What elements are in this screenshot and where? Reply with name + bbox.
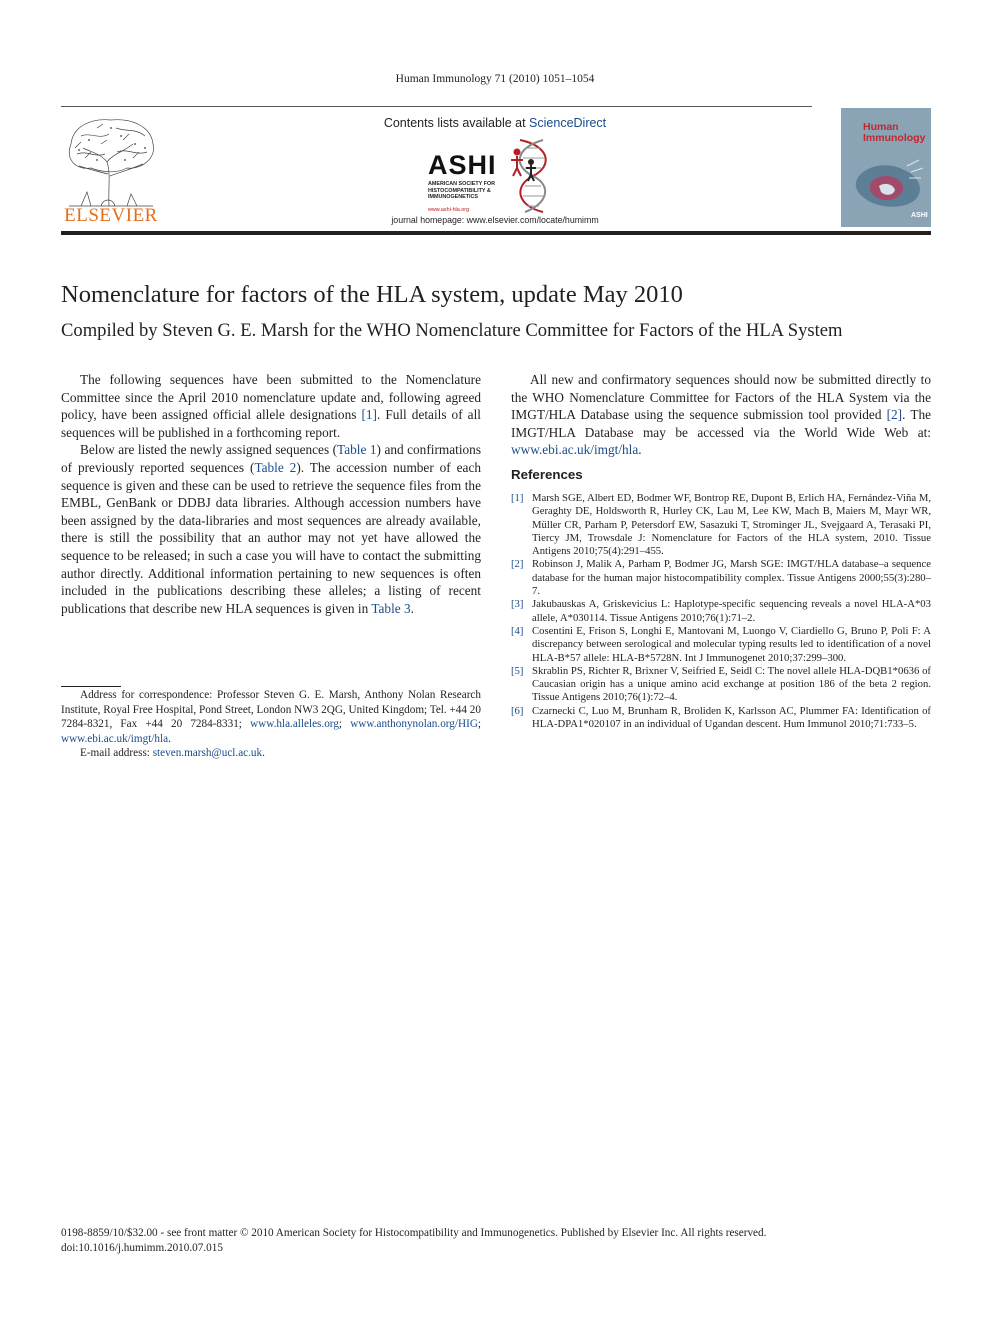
correspondence-footnote [61,688,481,761]
right-column-body [511,371,931,459]
journal-homepage[interactable]: journal homepage: www.elsevier.com/locate/humimm [391,215,599,225]
reference-item [511,705,931,732]
sciencedirect-link[interactable]: ScienceDirect [529,116,607,130]
paragraph-3-text-c: . [638,442,642,458]
cover-title [863,122,925,144]
paragraph-2-text-b: ) and confirmations of previously reported sequences ( [61,442,481,475]
reference-text: Cosentini E, Frison S, Longhi E, Mantovani M, Luongo V, Ciardiello G, Bruno P, Poli F: A discrepancy between serological and molecular typing results led to identification of a novel HLA-B*57 allele: HLA-B*5728N. Int J Immunogenet 2010;37:299–300. [532,624,931,664]
reference-number: [4] [511,624,524,637]
reference-item [511,665,931,705]
citation-link-2[interactable]: [2] [886,407,903,423]
contents-availability [300,116,690,130]
reference-item [511,598,931,625]
reference-item [511,558,931,598]
reference-item [511,492,931,558]
header-thick-divider [61,231,931,235]
paragraph-3-text-a: All new and confirmatory sequences should now be submitted directly to the WHO Nomenclature Committee for Factors of the HLA System via the IMGT/HLA Database using the sequence submission tool provided [511,372,931,423]
ashi-url[interactable]: www.ashi-hla.org [428,207,470,213]
footnote-sep-2: ; [477,718,482,730]
cover-title-line-1: Human [863,121,899,133]
address-footnote [61,688,481,746]
reference-number: [1] [511,492,524,504]
article-byline: Compiled by Steven G. E. Marsh for the WHO Nomenclature Committee for Factors of the HLA System [61,320,843,341]
imgt-hla-url-link[interactable]: www.ebi.ac.uk/imgt/hla [511,442,639,458]
paragraph-2 [61,441,481,617]
ashi-name-line-3: IMMUNOGENETICS [428,194,479,201]
paragraph-2-text-d: . [410,600,414,616]
ashi-name-line-2: HISTOCOMPATIBILITY & [428,187,491,194]
reference-number: [3] [511,598,524,611]
reference-text: Czarnecki C, Luo M, Brunham R, Broliden K, Karlsson AC, Plummer FA: Identification of HLA-DPA1*020107 in an individual of Ugandan descent. Hum Immunol 2010;71:733–5. [532,704,931,731]
left-column-body [61,371,481,617]
paragraph-2-text-a: Below are listed the newly assigned sequences ( [80,442,338,458]
ashi-society-name [428,181,528,201]
header-divider [61,106,812,107]
table-1-link[interactable]: Table 1 [337,442,377,458]
anthony-nolan-link[interactable]: www.anthonynolan.org/HIG [350,718,478,730]
paragraph-2-text-c: ). The accession number of each sequence is given and these can be used to retrieve the sequence files from the EMBL, GenBank or DDBJ data libraries. Although accession numbers have been assigned by the data-libraries and most sequences are already available, there is still the possibility that an author may not yet have allowed the sequence to be released; in such a case you will have to contact the submitting author directly. Additional information pertaining to new sequences is often included in the publications describing these alleles; a listing of recent publications that describe new HLA sequences is given in [61,459,481,616]
contents-prefix: Contents lists available at [383,116,530,130]
cover-title-line-2: Immunology [863,132,926,144]
footnote-end: . [168,732,171,745]
ebi-imgt-link[interactable]: www.ebi.ac.uk/imgt/hla [61,732,169,745]
journal-cover-thumbnail [841,108,931,227]
reference-text: Jakubauskas A, Griskevicius L: Haplotype-specific sequencing reveals a novel HLA-A*03 allele, A*030114. Tissue Antigens 2010;76(1):71–2. [532,598,931,624]
reference-number: [2] [511,558,524,571]
address-text: Address for correspondence: Professor Steven G. E. Marsh, Anthony Nolan Research Institute, Royal Free Hospital, Pond Street, London NW3 2QG, United Kingdom; Tel. +44 20 7284-8321, Fax +44 20 7284-8331; [61,689,481,730]
references-list [511,492,931,731]
ashi-wordmark: ASHI [428,150,497,180]
citation-link-1[interactable]: [1] [361,407,377,423]
email-link[interactable]: steven.marsh@ucl.ac.uk [152,747,263,759]
footnote-divider [61,686,121,687]
reference-number: [6] [511,704,524,717]
reference-text: Marsh SGE, Albert ED, Bodmer WF, Bontrop RE, Dupont B, Erlich HA, Fernández-Viña M, Geraghty DE, Holdsworth R, Hurley CK, Lau M, Lee KW, Mach B, Maiers M, Mayr WR, Müller CR, Parham P, Petersdorf EW, Sasazuki T, Strominger JL, Svejgaard A, Terasaki PI, Tiercy JM, Trowsdale J: Nomenclature for Factors of the HLA system, 2010. Tissue Antigens 2010;75(4):291–455. [532,492,931,558]
reference-text: Robinson J, Malik A, Parham P, Bodmer JG, Marsh SGE: IMGT/HLA database–a sequence database for the human major histocompatibility complex. Tissue Antigens 2000;55(3):280–7. [532,558,931,598]
paragraph-1-text-b: . Full details of all sequences will be published in a forthcoming report. [61,407,481,440]
reference-number: [5] [511,664,524,677]
paragraph-1 [61,371,481,441]
reference-item [511,625,931,665]
hla-alleles-link[interactable]: www.hla.alleles.org [250,718,339,730]
paragraph-3-text-b: . The IMGT/HLA Database may be accessed via the World Wide Web at: [511,407,931,440]
paragraph-1-text-a: The following sequences have been submitted to the Nomenclature Committee since the April 2010 nomenclature update and, following agreed policy, have been assigned official allele designations [61,372,481,423]
references-heading: References [511,467,583,482]
journal-citation: Human Immunology 71 (2010) 1051–1054 [395,73,595,85]
cover-artwork-icon [849,156,929,211]
email-label: E-mail address: [80,747,153,759]
paragraph-3 [511,371,931,459]
doi-line: doi:10.1016/j.humimm.2010.07.015 [61,1241,223,1254]
ashi-name-line-1: AMERICAN SOCIETY FOR [428,181,495,187]
table-2-link[interactable]: Table 2 [254,459,297,475]
copyright-line: 0198-8859/10/$32.00 - see front matter © 2010 American Society for Histocompatibility and Immunogenetics. Published by Elsevier Inc. All rights reserved. [61,1227,767,1239]
cover-ashi-badge: ASHI [911,212,928,219]
table-3-link[interactable]: Table 3 [371,600,411,616]
reference-text: Skrablin PS, Richter R, Brixner V, Seifried E, Seidl C: The novel allele HLA-DQB1*0636 of Caucasian origin has a unique amino acid exchange at position 186 of the beta 2 region. Tissue Antigens 2010;76(1):72–4. [532,664,931,704]
elsevier-wordmark: ELSEVIER [64,205,158,226]
footnote-sep-1: ; [338,718,351,730]
email-footnote [61,746,481,761]
email-end: . [262,747,265,759]
copyright-footer [61,1226,931,1255]
article-title: Nomenclature for factors of the HLA system, update May 2010 [61,281,683,308]
